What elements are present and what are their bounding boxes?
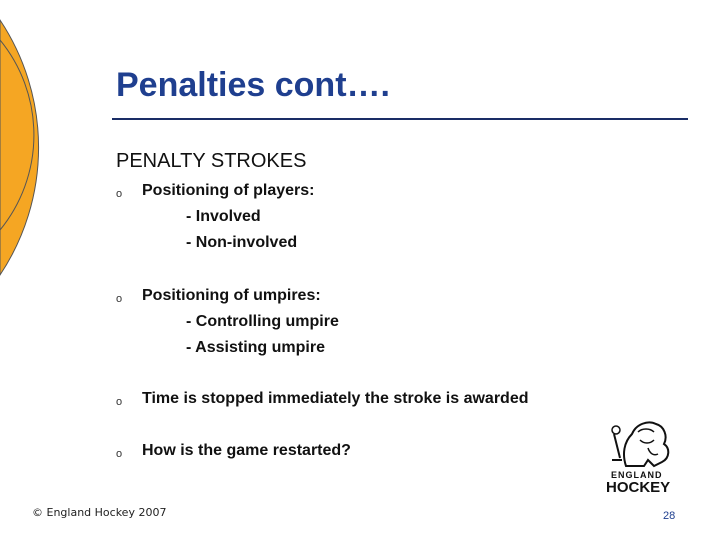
sub-item: - Non-involved — [186, 234, 298, 251]
list-item-text: Time is stopped immediately the stroke is awarded — [142, 390, 529, 407]
list-item — [142, 178, 314, 256]
logo-line-1: ENGLAND — [611, 470, 663, 480]
copyright-footer: © England Hockey 2007 — [32, 506, 167, 519]
lion-icon — [604, 414, 682, 474]
logo-line-2: HOCKEY — [606, 479, 671, 496]
sub-item: - Assisting umpire — [186, 339, 325, 356]
list-item-text: How is the game restarted? — [142, 442, 351, 459]
page-number: 28 — [663, 510, 676, 522]
bullet-icon: o — [116, 188, 123, 200]
bullet-icon: o — [116, 293, 123, 305]
list-item-text: Positioning of umpires: — [142, 287, 321, 304]
sub-item: - Involved — [186, 208, 261, 225]
list-item — [142, 438, 351, 464]
bullet-icon: o — [116, 396, 123, 408]
bullet-icon: o — [116, 448, 123, 460]
decorative-orange-arcs — [0, 0, 123, 280]
list-item-text: Positioning of players: — [142, 182, 315, 199]
title-underline — [112, 118, 688, 120]
sub-item: - Controlling umpire — [186, 313, 339, 330]
section-heading: PENALTY STROKES — [116, 150, 307, 172]
slide-title: Penalties cont…. — [116, 66, 390, 104]
list-item — [142, 386, 529, 412]
list-item — [142, 283, 339, 361]
